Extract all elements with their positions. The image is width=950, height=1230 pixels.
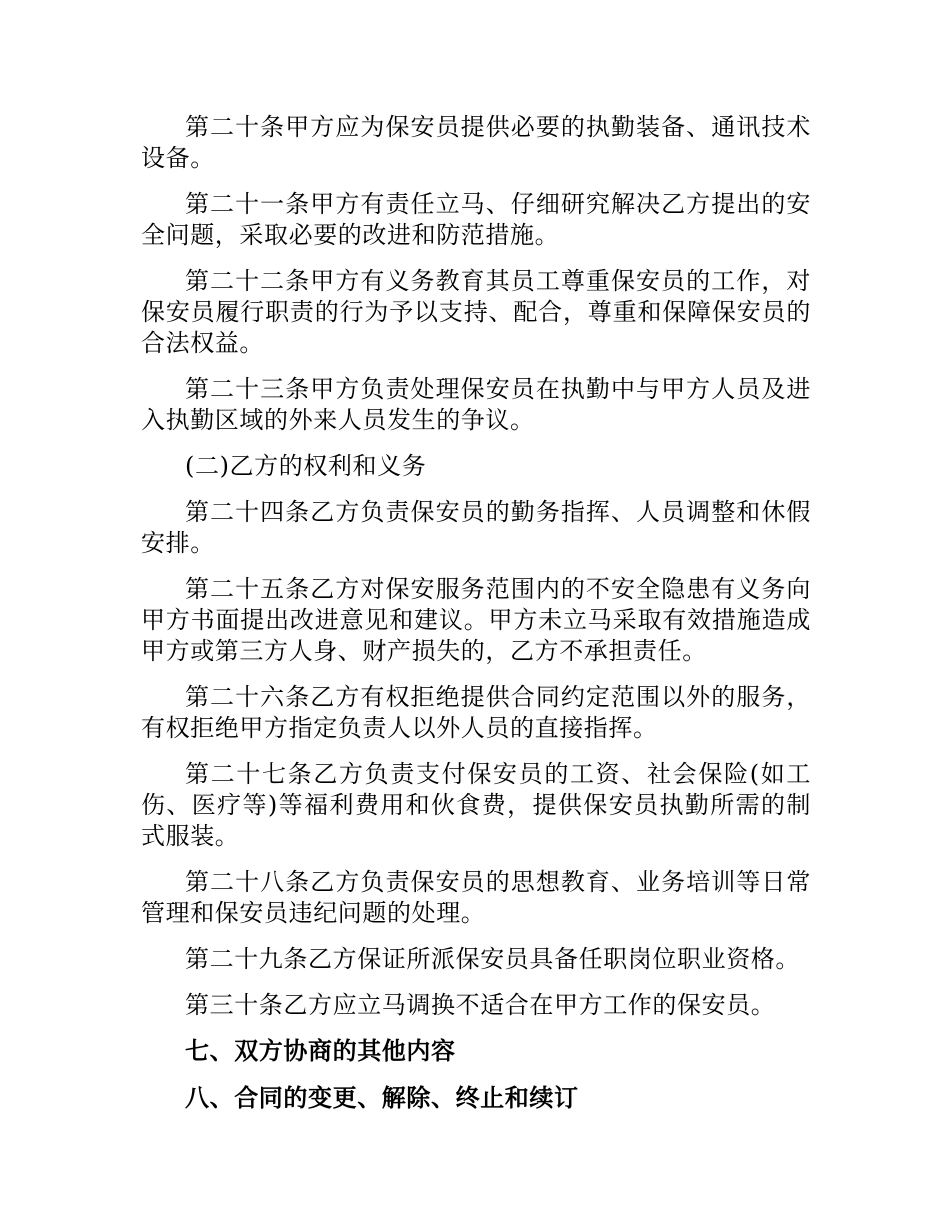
paragraph-article-29: 第二十九条乙方保证所派保安员具备任职岗位职业资格。	[185, 945, 800, 973]
paragraph-article-20: 第二十条甲方应为保安员提供必要的执勤装备、通讯技术设备。	[141, 113, 811, 172]
section-heading-7: 七、双方协商的其他内容	[185, 1037, 456, 1065]
paragraph-article-21: 第二十一条甲方有责任立马、仔细研究解决乙方提出的安全问题，采取必要的改进和防范措施。	[141, 190, 811, 249]
paragraph-article-26: 第二十六条乙方有权拒绝提供合同约定范围以外的服务，有权拒绝甲方指定负责人以外人员的直接指挥。	[141, 683, 811, 742]
paragraph-article-24: 第二十四条乙方负责保安员的勤务指挥、人员调整和休假安排。	[141, 498, 811, 557]
paragraph-article-28: 第二十八条乙方负责保安员的思想教育、业务培训等日常管理和保安员违纪问题的处理。	[141, 868, 811, 927]
subsection-title-party-b: (二)乙方的权利和义务	[185, 452, 427, 480]
document-body	[141, 112, 811, 1130]
section-heading-8: 八、合同的变更、解除、终止和续订	[185, 1084, 579, 1112]
paragraph-article-23: 第二十三条甲方负责处理保安员在执勤中与甲方人员及进入执勤区域的外来人员发生的争议。	[141, 375, 811, 434]
paragraph-article-22: 第二十二条甲方有义务教育其员工尊重保安员的工作，对保安员履行职责的行为予以支持、配合，尊重和保障保安员的合法权益。	[141, 267, 811, 357]
paragraph-article-30: 第三十条乙方应立马调换不适合在甲方工作的保安员。	[185, 991, 776, 1019]
paragraph-article-27: 第二十七条乙方负责支付保安员的工资、社会保险(如工伤、医疗等)等福利费用和伙食费，提供保安员执勤所需的制式服装。	[141, 760, 811, 850]
paragraph-article-25: 第二十五条乙方对保安服务范围内的不安全隐患有义务向甲方书面提出改进意见和建议。甲方未立马采取有效措施造成甲方或第三方人身、财产损失的，乙方不承担责任。	[141, 575, 811, 665]
